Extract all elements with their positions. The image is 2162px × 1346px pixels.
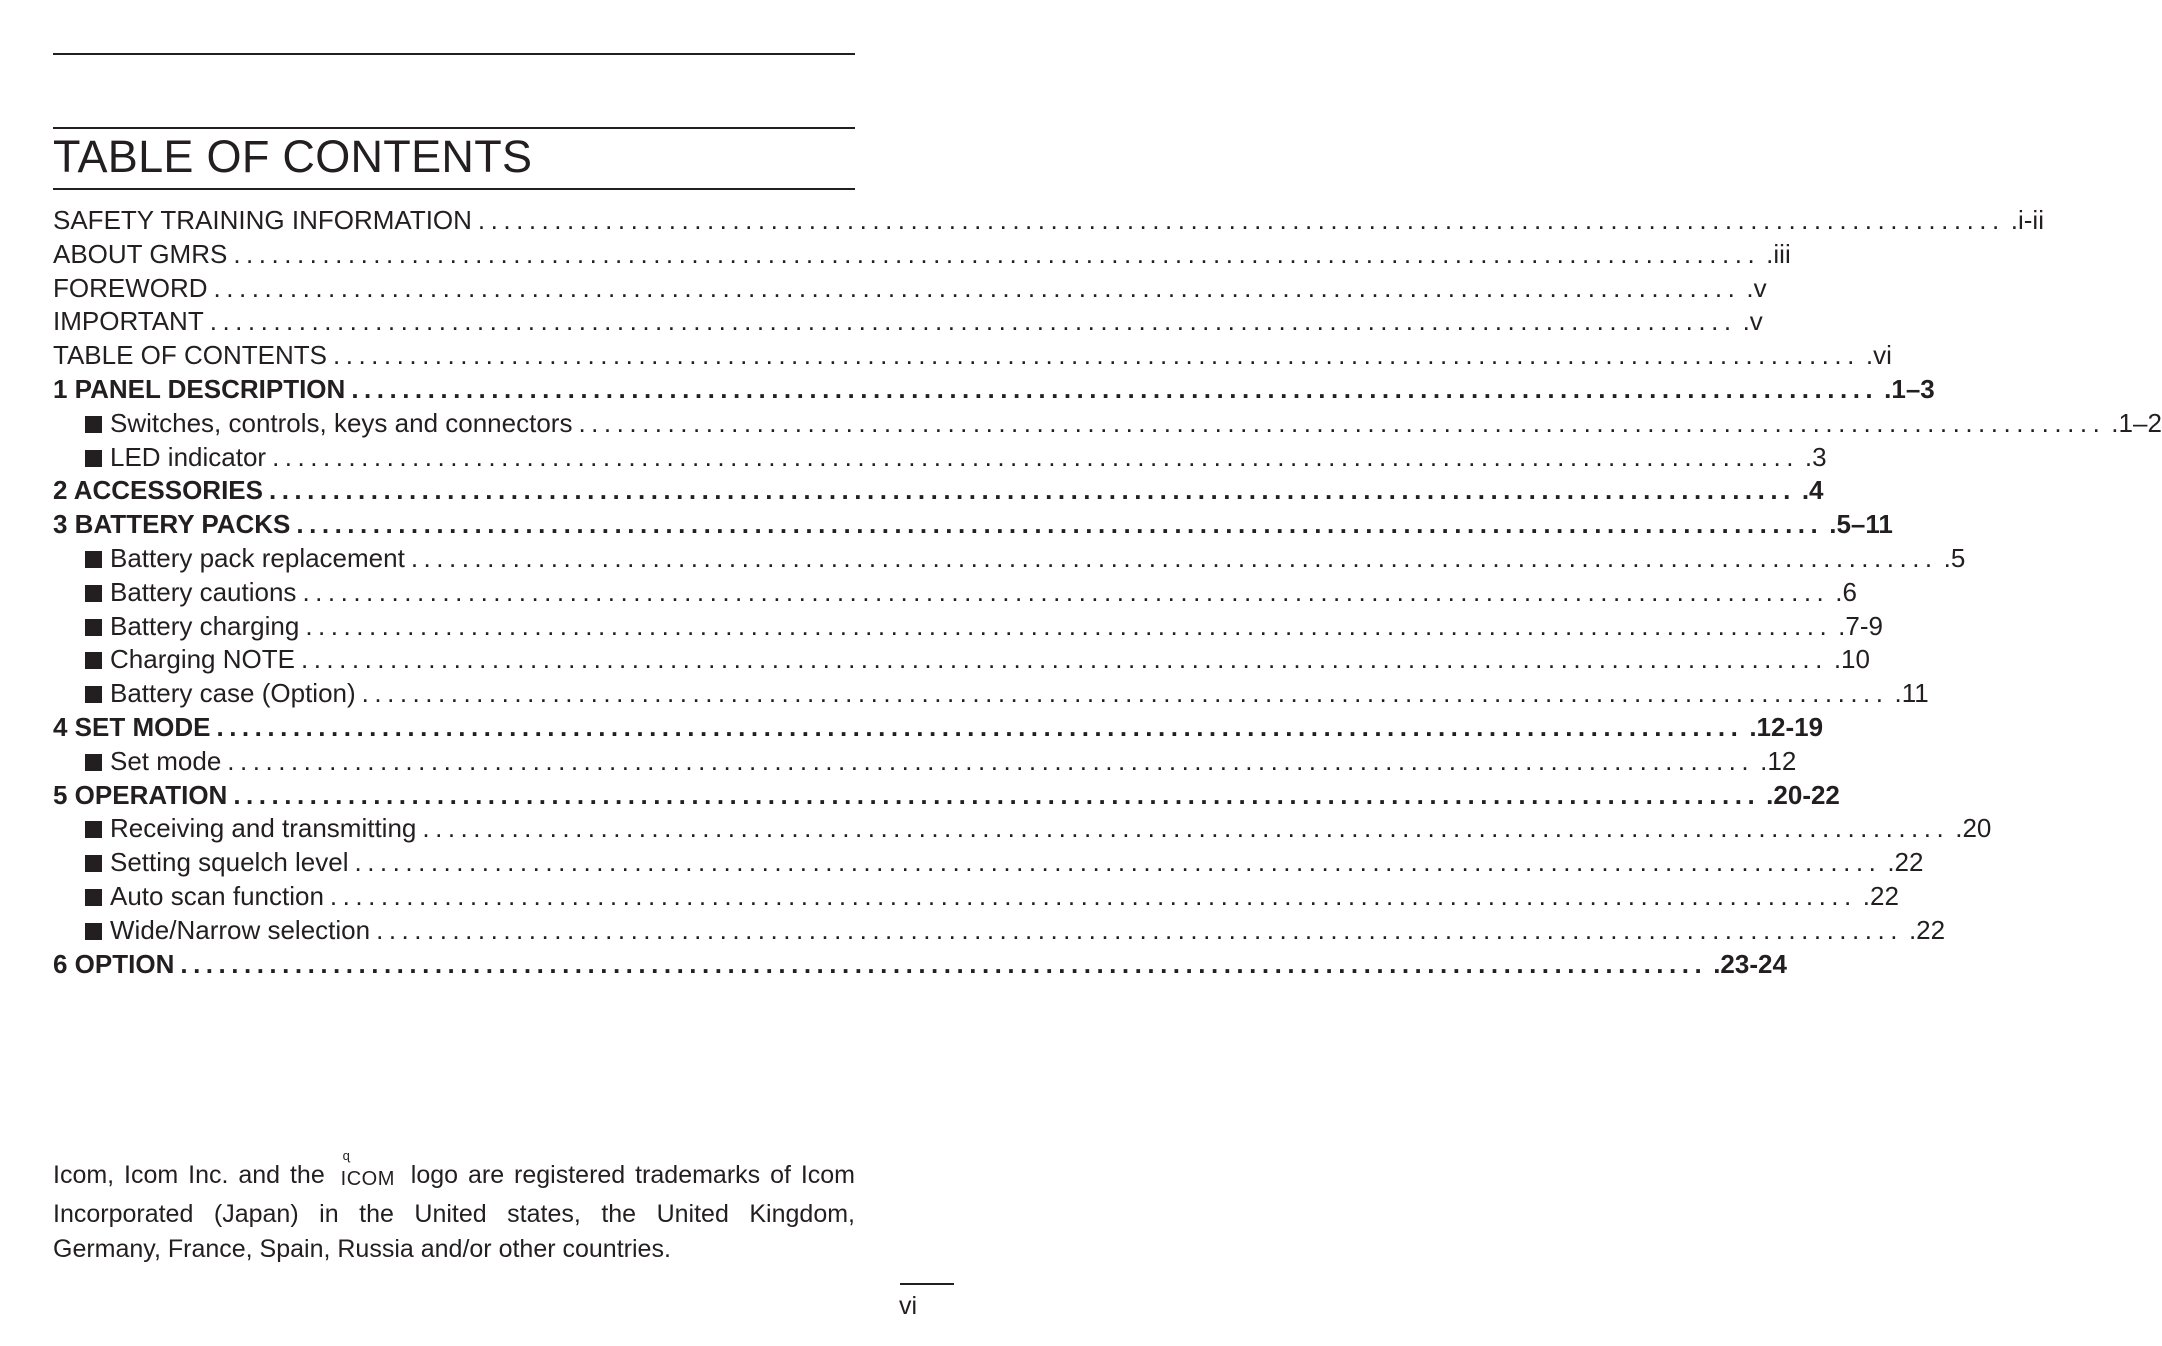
dot-leader: ........................................................................................................................: [410, 542, 1938, 573]
toc-entry-label: [85, 745, 221, 779]
toc-entry-label: [53, 474, 263, 508]
toc-entry: [53, 846, 1924, 880]
dot-leader: ........................................................................................................................: [180, 948, 1708, 979]
toc-entry-label: [85, 677, 356, 711]
toc-entry: [53, 373, 1935, 407]
trademark-notice: [53, 1148, 856, 1267]
toc-entry-page: .5: [1943, 542, 1966, 573]
toc-entry-page: .6: [1835, 576, 1857, 607]
toc-entry: [53, 914, 1946, 948]
page-number-rule: [900, 1283, 954, 1285]
dot-leader: ........................................................................................................................: [361, 678, 1889, 709]
toc-entry-label: [85, 576, 296, 610]
toc-entry-page: .20: [1955, 813, 1992, 844]
dot-leader: ........................................................................................................................: [209, 306, 1737, 337]
toc-entry-title: LED indicator: [110, 441, 267, 472]
dot-leader: ........................................................................................................................: [422, 813, 1950, 844]
toc-entry-page: .23-24: [1713, 948, 1787, 979]
dot-leader: ........................................................................................................................: [268, 475, 1796, 506]
toc-entry: [53, 677, 1929, 711]
icom-logo: [340, 1148, 395, 1197]
toc-entry-label: [53, 272, 208, 306]
toc-entry-page: .5–11: [1829, 509, 1893, 540]
toc-entry-label: [85, 441, 266, 475]
square-bullet-icon: [85, 619, 102, 636]
toc-entry-label: [85, 643, 295, 677]
toc-entry-title: 4 SET MODE: [53, 711, 211, 742]
toc-entry-page: .v: [1746, 272, 1767, 303]
title-top-rule: [53, 127, 855, 129]
toc-entry-title: ABOUT GMRS: [53, 238, 228, 269]
toc-entry-label: [85, 542, 405, 576]
toc-entry-label: [53, 305, 204, 339]
title-bottom-rule: [53, 188, 855, 190]
page-title: TABLE OF CONTENTS: [53, 131, 533, 182]
toc-entry-title: 2 ACCESSORIES: [53, 475, 263, 506]
toc-entry-page: .7-9: [1838, 610, 1883, 641]
toc-entry: [53, 542, 1966, 576]
toc-entry-title: Set mode: [110, 745, 222, 776]
toc-entry-page: .1–3: [1884, 373, 1935, 404]
dot-leader: ........................................................................................................................: [300, 644, 1828, 675]
toc-entry-label: [53, 508, 290, 542]
toc-entry: [53, 508, 1893, 542]
dot-leader: ........................................................................................................................: [296, 509, 1824, 540]
toc-entry: [53, 880, 1899, 914]
toc-entry-title: 5 OPERATION: [53, 779, 228, 810]
toc-entry-label: [85, 610, 299, 644]
square-bullet-icon: [85, 551, 102, 568]
dot-leader: ........................................................................................................................: [213, 272, 1741, 303]
square-bullet-icon: [85, 889, 102, 906]
toc-entry-label: [85, 846, 348, 880]
toc-entry: [53, 305, 1763, 339]
toc-entry-title: Auto scan function: [110, 880, 324, 911]
dot-leader: ........................................................................................................................: [354, 847, 1882, 878]
toc-entry-title: 3 BATTERY PACKS: [53, 509, 291, 540]
dot-leader: ........................................................................................................................: [302, 576, 1830, 607]
toc-entry-title: Charging NOTE: [110, 644, 295, 675]
toc-entry-page: .iii: [1766, 238, 1791, 269]
toc-entry-page: .12-19: [1749, 711, 1824, 742]
toc-entry-title: IMPORTANT: [53, 306, 204, 337]
toc-entry-label: [85, 914, 370, 948]
toc-entry-label: [53, 948, 174, 982]
square-bullet-icon: [85, 686, 102, 703]
toc-entry: [53, 238, 1791, 272]
dot-leader: ........................................................................................................................: [578, 407, 2106, 438]
dot-leader: ........................................................................................................................: [233, 779, 1761, 810]
toc-entry-label: [53, 238, 227, 272]
toc-entry-page: .10: [1833, 644, 1870, 675]
dot-leader: ........................................................................................................................: [233, 238, 1761, 269]
toc-entry-page: .22: [1887, 847, 1924, 878]
dot-leader: ........................................................................................................................: [216, 711, 1744, 742]
toc-entry-label: [53, 373, 345, 407]
toc-entry-label: [53, 339, 327, 373]
toc-entry-label: [85, 407, 572, 441]
toc-entry-label: [53, 779, 227, 813]
toc-entry-title: Setting squelch level: [110, 847, 349, 878]
trademark-text-end: logo are registered trademarks of Icom Incorporated (Japan) in the United states, the United Kingdom, Germany, France, Spain, Russia and/or other countries.: [53, 1161, 856, 1263]
toc-entry-label: [53, 204, 472, 238]
toc-entry-title: FOREWORD: [53, 272, 208, 303]
toc-entry: [53, 441, 1827, 475]
toc-entry: [53, 812, 1992, 846]
dot-leader: ........................................................................................................................: [477, 205, 2005, 235]
toc-entry-page: .12: [1760, 745, 1797, 776]
square-bullet-icon: [85, 923, 102, 940]
toc-entry-page: .11: [1894, 678, 1929, 709]
square-bullet-icon: [85, 585, 102, 602]
toc-entry: [53, 643, 1870, 677]
toc-entry-page: .i-ii: [2010, 205, 2044, 235]
toc-entry-title: Wide/Narrow selection: [110, 914, 371, 945]
toc-entry-page: .v: [1742, 306, 1763, 337]
top-rule: [53, 53, 855, 55]
square-bullet-icon: [85, 652, 102, 669]
dot-leader: ........................................................................................................................: [333, 340, 1860, 371]
toc-entry: [53, 948, 1787, 982]
toc-entry: [53, 576, 1857, 610]
toc-entry: [53, 204, 2044, 238]
square-bullet-icon: [85, 821, 102, 838]
toc-entry-title: 6 OPTION: [53, 948, 175, 979]
toc-entry: [53, 339, 1892, 373]
toc-entry-page: .20-22: [1766, 779, 1840, 810]
icom-logo-text: ICOM: [340, 1168, 395, 1190]
toc-entry-title: 1 PANEL DESCRIPTION: [53, 373, 346, 404]
toc-entry-page: .22: [1908, 914, 1946, 945]
dot-leader: ........................................................................................................................: [272, 441, 1799, 472]
toc-entry-page: .22: [1862, 880, 1899, 911]
dot-leader: ........................................................................................................................: [351, 373, 1879, 404]
icom-logo-mark-icon: ɋ: [342, 1148, 350, 1163]
toc-entry-page: .3: [1804, 441, 1827, 472]
toc-entry-page: .4: [1801, 475, 1824, 506]
toc-entry-label: [53, 711, 210, 745]
dot-leader: ........................................................................................................................: [227, 745, 1755, 776]
dot-leader: ........................................................................................................................: [376, 914, 1903, 945]
toc-entry: [53, 745, 1797, 779]
toc-entry-title: Switches, controls, keys and connectors: [110, 407, 573, 438]
toc-entry-title: Battery cautions: [110, 576, 297, 607]
square-bullet-icon: [85, 416, 102, 433]
toc-entry: [53, 272, 1767, 306]
toc-entry-title: SAFETY TRAINING INFORMATION: [53, 205, 472, 235]
toc-entry-title: Battery case (Option): [110, 678, 356, 709]
dot-leader: ........................................................................................................................: [329, 880, 1857, 911]
toc-entry-title: Receiving and transmitting: [110, 813, 417, 844]
toc-entry: [53, 474, 1824, 508]
square-bullet-icon: [85, 450, 102, 467]
toc-entry-title: TABLE OF CONTENTS: [53, 340, 327, 371]
square-bullet-icon: [85, 754, 102, 771]
toc-entry: [53, 407, 2162, 441]
table-of-contents: [53, 204, 2162, 981]
page-number: vi: [899, 1292, 918, 1320]
toc-entry-page: .1–2: [2111, 407, 2162, 438]
toc-entry: [53, 779, 1840, 813]
toc-entry-title: Battery pack replacement: [110, 542, 405, 573]
toc-entry: [53, 610, 1883, 644]
dot-leader: ........................................................................................................................: [305, 610, 1833, 641]
toc-entry-page: .vi: [1865, 340, 1892, 371]
square-bullet-icon: [85, 855, 102, 872]
toc-entry: [53, 711, 1824, 745]
toc-entry-title: Battery charging: [110, 610, 300, 641]
toc-entry-label: [85, 880, 324, 914]
trademark-text-start: Icom, Icom Inc. and the: [53, 1161, 325, 1189]
toc-entry-label: [85, 812, 416, 846]
